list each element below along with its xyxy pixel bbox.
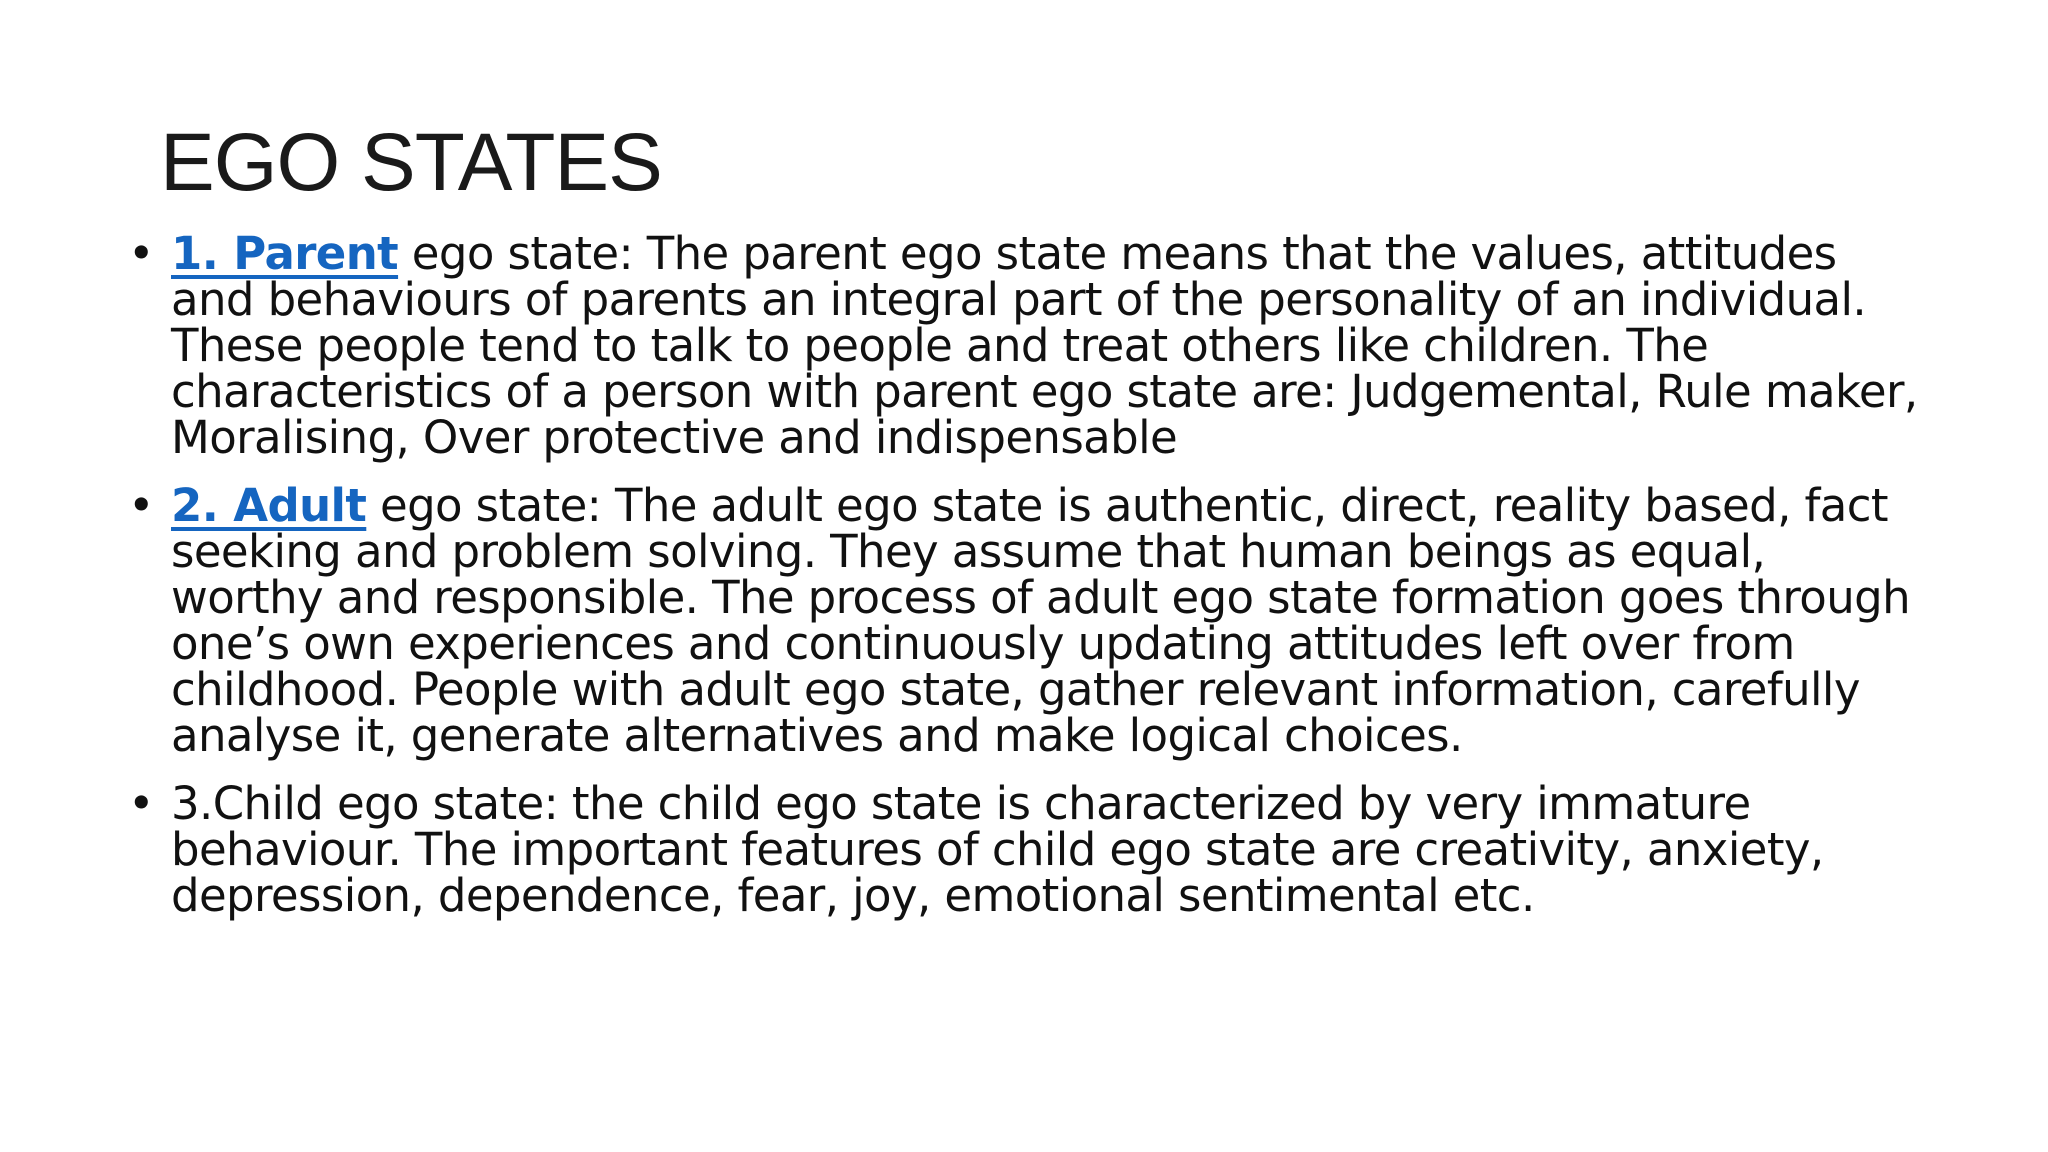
adult-description: ego state: The adult ego state is authentic, direct, reality based, fact seeking and problem solving. They assume that human beings as equal, worthy and responsible. The process of adult ego state formation goes through one’s own experiences and continuously updating attitudes left over from childhood. People with adult ego state, gather relevant information, carefully analyse it, generate alternatives and make logical choices. (171, 479, 1911, 762)
bullet-child (128, 777, 1928, 922)
adult-link-label: 2. Adult (171, 479, 367, 532)
parent-description: ego state: The parent ego state means that the values, attitudes and behaviours of parents an integral part of the personality of an individual. These people tend to talk to people and treat others like children. The characteristics of a person with parent ego state are: Judgemental, Rule maker, Moralising, Over protective and indispensable (171, 227, 1918, 464)
parent-link-label: 1. Parent (171, 227, 399, 280)
bullet-dot-icon: • (128, 227, 154, 280)
slide-title: EGO STATES (160, 117, 662, 208)
bullet-parent (128, 227, 1928, 464)
bullet-dot-icon: • (128, 777, 154, 830)
child-description: 3.Child ego state: the child ego state is characterized by very immature behaviour. The important features of child ego state are creativity, anxiety, depression, dependence, fear, joy, emotional sentimental etc. (171, 777, 1824, 922)
bullet-adult (128, 479, 1928, 762)
bullet-dot-icon: • (128, 479, 154, 532)
bullet-list (128, 227, 1928, 941)
